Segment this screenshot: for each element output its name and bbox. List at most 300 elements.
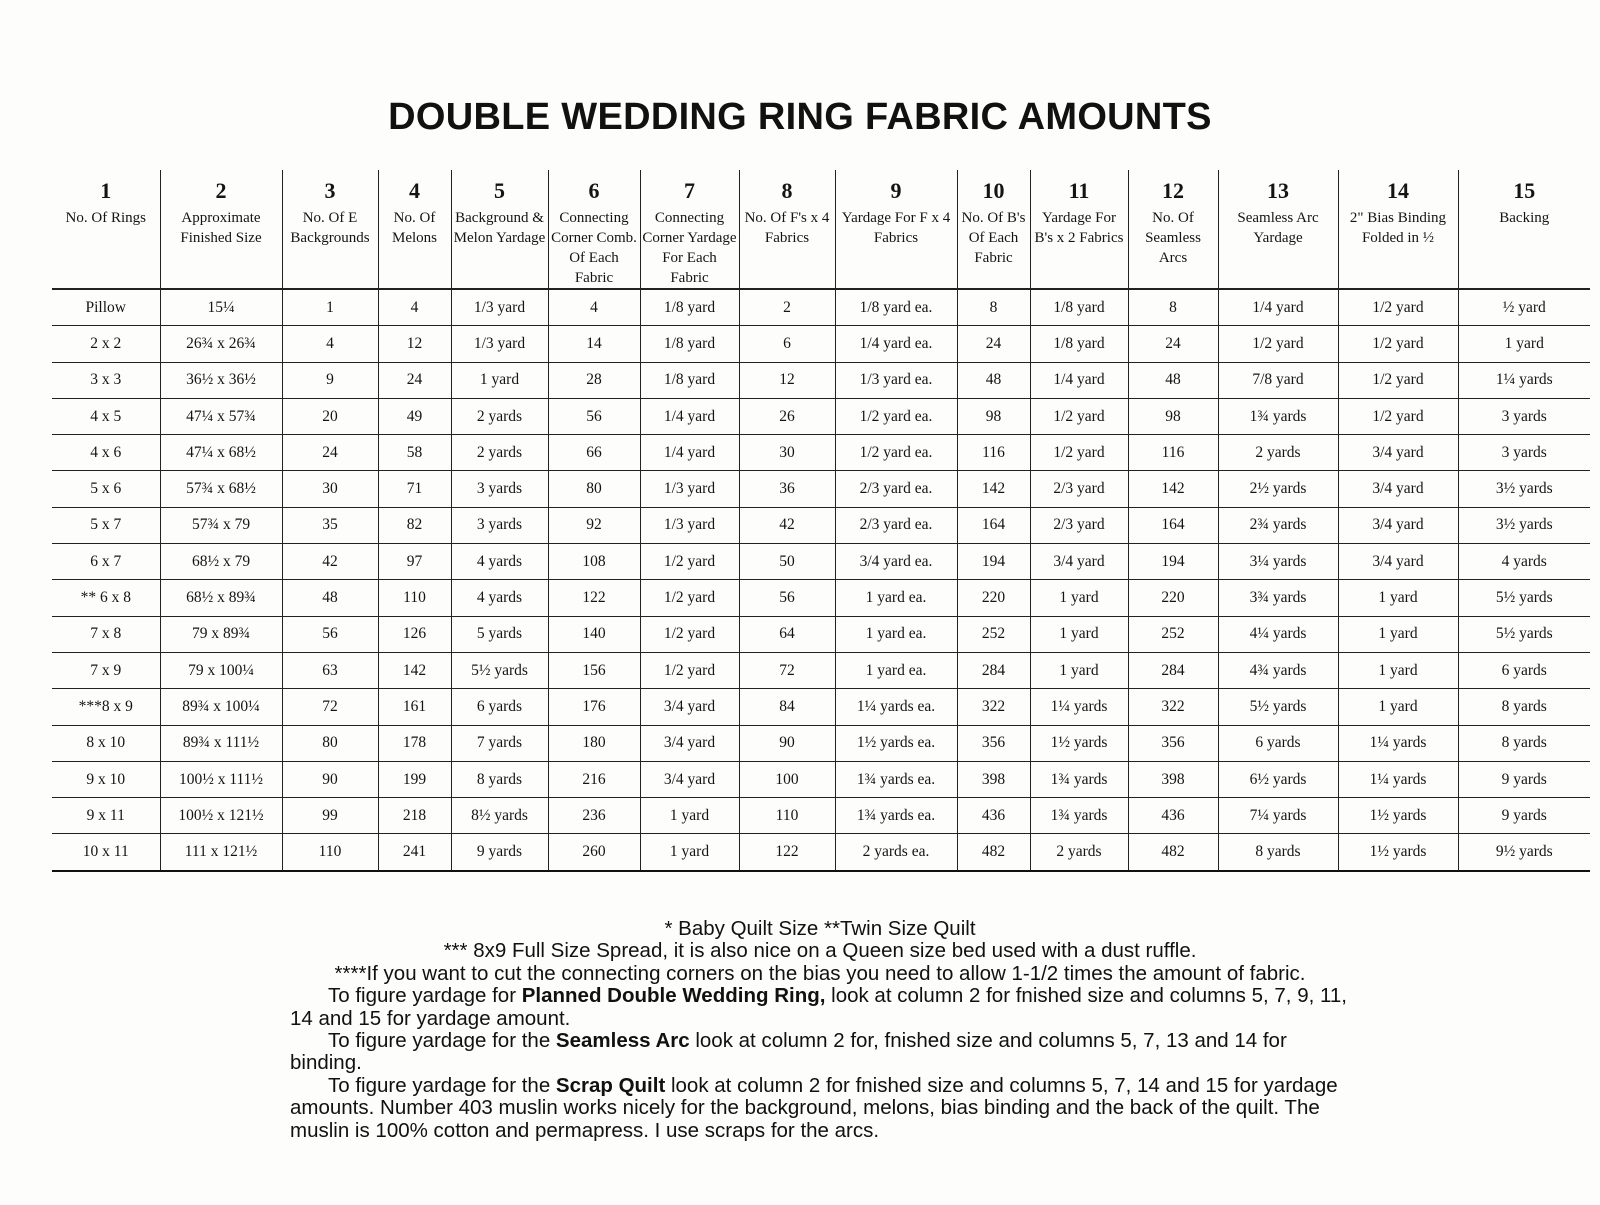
table-cell: 79 x 100¼ — [160, 652, 282, 688]
table-cell: 26¾ x 26¾ — [160, 326, 282, 362]
table-cell: 4¼ yards — [1218, 616, 1338, 652]
table-cell: 482 — [957, 834, 1030, 871]
table-cell: 1 yard — [1030, 652, 1128, 688]
table-cell: 6½ yards — [1218, 761, 1338, 797]
table-cell: 220 — [957, 580, 1030, 616]
table-cell: 1 yard ea. — [835, 580, 957, 616]
table-cell: 6 x 7 — [52, 544, 160, 580]
table-cell: ***8 x 9 — [52, 689, 160, 725]
table-cell: 180 — [548, 725, 640, 761]
table-cell: 4 x 6 — [52, 435, 160, 471]
table-cell: 3/4 yard — [640, 761, 739, 797]
table-cell: 1 yard — [1338, 580, 1458, 616]
table-cell: 2/3 yard — [1030, 471, 1128, 507]
table-cell: 3/4 yard — [1030, 544, 1128, 580]
table-cell: 50 — [739, 544, 835, 580]
column-header — [1218, 170, 1338, 289]
table-cell: 5½ yards — [451, 652, 548, 688]
table-cell: 122 — [548, 580, 640, 616]
table-cell: 5½ yards — [1458, 580, 1590, 616]
table-cell: 1/2 yard — [1338, 362, 1458, 398]
table-cell: 4 yards — [1458, 544, 1590, 580]
table-cell: 161 — [378, 689, 451, 725]
table-cell: 36½ x 36½ — [160, 362, 282, 398]
table-cell: 1¾ yards ea. — [835, 798, 957, 834]
table-cell: 156 — [548, 652, 640, 688]
table-cell: 284 — [1128, 652, 1218, 688]
table-cell: 9½ yards — [1458, 834, 1590, 871]
note-bold: Seamless Arc — [555, 1029, 690, 1053]
table-cell: 8 — [1128, 289, 1218, 326]
table-cell: 1/8 yard — [640, 362, 739, 398]
note-planned-ring — [290, 985, 1350, 1030]
table-cell: 5 yards — [451, 616, 548, 652]
column-number: 1 — [100, 178, 112, 203]
table-cell: 68½ x 79 — [160, 544, 282, 580]
note-text: To figure yardage for the — [328, 1073, 556, 1097]
table-cell: 5 x 6 — [52, 471, 160, 507]
fabric-amounts-table — [52, 170, 1590, 872]
table-cell: 1 yard — [1338, 616, 1458, 652]
table-cell: 116 — [1128, 435, 1218, 471]
table-cell: 1 yard — [1030, 616, 1128, 652]
table-cell: 8 yards — [1218, 834, 1338, 871]
column-header — [160, 170, 282, 289]
table-cell: 1/2 yard — [640, 544, 739, 580]
header-row — [52, 170, 1590, 289]
column-header — [1338, 170, 1458, 289]
table-cell: 1/4 yard — [1218, 289, 1338, 326]
table-cell: 1¼ yards — [1458, 362, 1590, 398]
table-row — [52, 616, 1590, 652]
note-text: look at column 2 for fnished size and columns 5, 7, 14 and 15 for yardage amounts. Number 403 muslin works nicely for the background, melons, bias binding and the back of the quilt. The muslin is 100% cotton and permapress. I use scraps for the arcs. — [290, 1073, 1338, 1142]
table-cell: 5½ yards — [1218, 689, 1338, 725]
table-row — [52, 761, 1590, 797]
table-cell: 1/8 yard ea. — [835, 289, 957, 326]
column-header — [957, 170, 1030, 289]
table-cell: 1/8 yard — [1030, 326, 1128, 362]
table-cell: 1/2 yard ea. — [835, 398, 957, 434]
table-cell: 1/2 yard ea. — [835, 435, 957, 471]
table-cell: 1¼ yards ea. — [835, 689, 957, 725]
table-cell: 142 — [378, 652, 451, 688]
table-cell: 24 — [282, 435, 378, 471]
column-number: 5 — [494, 178, 505, 203]
table-cell: 47¼ x 68½ — [160, 435, 282, 471]
table-cell: 9 x 10 — [52, 761, 160, 797]
table-row — [52, 580, 1590, 616]
table-cell: 4 yards — [451, 544, 548, 580]
table-cell: 1¾ yards — [1218, 398, 1338, 434]
table-cell: 2 yards — [1030, 834, 1128, 871]
table-cell: 1/2 yard — [640, 580, 739, 616]
table-cell: 4 yards — [451, 580, 548, 616]
table-cell: 1/3 yard — [640, 471, 739, 507]
table-cell: 1 yard ea. — [835, 616, 957, 652]
table-cell: 216 — [548, 761, 640, 797]
table-cell: 1/3 yard — [451, 326, 548, 362]
table-cell: 8 — [957, 289, 1030, 326]
table-cell: 42 — [739, 507, 835, 543]
table-cell: 12 — [739, 362, 835, 398]
table-cell: 10 x 11 — [52, 834, 160, 871]
table-cell: 142 — [1128, 471, 1218, 507]
table-cell: 236 — [548, 798, 640, 834]
table-cell: 1 — [282, 289, 378, 326]
table-cell: 47¼ x 57¾ — [160, 398, 282, 434]
table-cell: 322 — [1128, 689, 1218, 725]
table-cell: 71 — [378, 471, 451, 507]
table-cell: 1½ yards — [1030, 725, 1128, 761]
table-cell: 1½ yards — [1338, 834, 1458, 871]
table-cell: 35 — [282, 507, 378, 543]
table-cell: 6 yards — [1218, 725, 1338, 761]
table-cell: 15¼ — [160, 289, 282, 326]
note-text: look at column 2 for fnished size and columns 5, 7, 9, 11, 14 and 15 for yardage amount. — [290, 984, 1347, 1030]
table-cell: 482 — [1128, 834, 1218, 871]
table-row — [52, 652, 1590, 688]
table-cell: 1/2 yard — [1030, 398, 1128, 434]
table-cell: 116 — [957, 435, 1030, 471]
table-cell: 1/2 yard — [1338, 398, 1458, 434]
table-cell: 2/3 yard ea. — [835, 507, 957, 543]
column-label: Backing — [1499, 210, 1550, 226]
table-body — [52, 289, 1590, 871]
table-cell: 6 yards — [1458, 652, 1590, 688]
table-cell: 3/4 yard — [640, 689, 739, 725]
table-cell: 9 yards — [1458, 798, 1590, 834]
table-cell: 100½ x 121½ — [160, 798, 282, 834]
table-cell: 1/2 yard — [1338, 289, 1458, 326]
table-cell: 82 — [378, 507, 451, 543]
table-cell: 142 — [957, 471, 1030, 507]
column-header — [378, 170, 451, 289]
table-cell: 1½ yards ea. — [835, 725, 957, 761]
table-cell: 1/2 yard — [1218, 326, 1338, 362]
table-cell: 1/4 yard — [640, 435, 739, 471]
table-cell: 2 yards — [451, 435, 548, 471]
table-cell: 140 — [548, 616, 640, 652]
column-label: No. Of B's Of Each Fabric — [961, 210, 1026, 266]
table-cell: 1/4 yard — [1030, 362, 1128, 398]
table-cell: 3 yards — [451, 507, 548, 543]
table-cell: 2 yards — [451, 398, 548, 434]
table-cell: 398 — [1128, 761, 1218, 797]
table-row — [52, 326, 1590, 362]
table-cell: 7¼ yards — [1218, 798, 1338, 834]
column-number: 15 — [1513, 178, 1536, 203]
table-cell: 1 yard — [640, 798, 739, 834]
table-cell: 24 — [378, 362, 451, 398]
table-cell: 72 — [739, 652, 835, 688]
table-cell: 4 — [548, 289, 640, 326]
table-cell: 63 — [282, 652, 378, 688]
table-cell: 3 yards — [1458, 435, 1590, 471]
table-cell: 8 yards — [1458, 689, 1590, 725]
table-cell: 3/4 yard ea. — [835, 544, 957, 580]
column-header — [548, 170, 640, 289]
table-cell: 260 — [548, 834, 640, 871]
table-cell: 2 yards ea. — [835, 834, 957, 871]
table-row — [52, 362, 1590, 398]
table-row — [52, 689, 1590, 725]
column-label: No. Of E Backgrounds — [290, 210, 370, 246]
column-number: 7 — [684, 178, 695, 203]
column-label: Approximate Finished Size — [180, 210, 262, 246]
column-header — [451, 170, 548, 289]
table-cell: 72 — [282, 689, 378, 725]
table-cell: 241 — [378, 834, 451, 871]
table-cell: 3/4 yard — [640, 725, 739, 761]
table-cell: 126 — [378, 616, 451, 652]
table-cell: 3½ yards — [1458, 471, 1590, 507]
table-cell: 1 yard — [1338, 689, 1458, 725]
table-cell: 7/8 yard — [1218, 362, 1338, 398]
table-cell: 110 — [282, 834, 378, 871]
note-full-size: *** 8x9 Full Size Spread, it is also nice on a Queen size bed used with a dust ruffle. — [443, 939, 1197, 963]
table-cell: 2 — [739, 289, 835, 326]
table-cell: 66 — [548, 435, 640, 471]
table-cell: 122 — [739, 834, 835, 871]
column-label: Connecting Corner Comb. Of Each Fabric — [551, 210, 637, 286]
table-cell: 356 — [957, 725, 1030, 761]
column-label: Seamless Arc Yardage — [1237, 210, 1319, 246]
table-cell: 7 x 8 — [52, 616, 160, 652]
table-cell: 92 — [548, 507, 640, 543]
table-cell: 64 — [739, 616, 835, 652]
table-cell: 284 — [957, 652, 1030, 688]
column-label: No. Of Seamless Arcs — [1145, 210, 1201, 266]
table-cell: 24 — [957, 326, 1030, 362]
table-cell: 8 x 10 — [52, 725, 160, 761]
table-cell: 1/2 yard — [640, 652, 739, 688]
table-cell: 1¾ yards — [1030, 798, 1128, 834]
table-row — [52, 507, 1590, 543]
table-cell: 57¾ x 68½ — [160, 471, 282, 507]
notes-section — [290, 918, 1350, 1142]
table-cell: 218 — [378, 798, 451, 834]
table-cell: 90 — [739, 725, 835, 761]
table-cell: 30 — [282, 471, 378, 507]
table-cell: 57¾ x 79 — [160, 507, 282, 543]
note-bias: ****If you want to cut the connecting corners on the bias you need to allow 1-1/2 times the amount of fabric. — [334, 961, 1306, 985]
table-cell: 1¾ yards — [1030, 761, 1128, 797]
table-cell: 4¾ yards — [1218, 652, 1338, 688]
column-label: Yardage For B's x 2 Fabrics — [1034, 210, 1124, 246]
table-row — [52, 798, 1590, 834]
column-label: Yardage For F x 4 Fabrics — [841, 210, 951, 246]
table-cell: 1 yard — [1030, 580, 1128, 616]
table-cell: 110 — [378, 580, 451, 616]
table-cell: 100½ x 111½ — [160, 761, 282, 797]
table-cell: 100 — [739, 761, 835, 797]
table-cell: 3/4 yard — [1338, 435, 1458, 471]
table-cell: 9 yards — [1458, 761, 1590, 797]
column-number: 12 — [1162, 178, 1184, 203]
table-cell: 1/8 yard — [1030, 289, 1128, 326]
table-cell: 9 x 11 — [52, 798, 160, 834]
table-cell: 8 yards — [451, 761, 548, 797]
column-number: 9 — [890, 178, 902, 203]
table-cell: 9 yards — [451, 834, 548, 871]
table-cell: 2/3 yard — [1030, 507, 1128, 543]
table-header — [52, 170, 1590, 289]
page-title: DOUBLE WEDDING RING FABRIC AMOUNTS — [388, 96, 1212, 138]
column-header — [739, 170, 835, 289]
table-cell: 20 — [282, 398, 378, 434]
column-header — [1128, 170, 1218, 289]
column-number: 11 — [1068, 178, 1090, 203]
table-cell: 2 x 2 — [52, 326, 160, 362]
column-number: 13 — [1267, 178, 1289, 203]
table-cell: 1¼ yards — [1338, 725, 1458, 761]
table-cell: 7 x 9 — [52, 652, 160, 688]
column-header — [640, 170, 739, 289]
table-cell: 56 — [548, 398, 640, 434]
table-cell: 2¾ yards — [1218, 507, 1338, 543]
table-cell: 1 yard — [640, 834, 739, 871]
table-cell: 42 — [282, 544, 378, 580]
table-cell: 89¾ x 111½ — [160, 725, 282, 761]
table-cell: 1/3 yard ea. — [835, 362, 957, 398]
table-cell: 1¾ yards ea. — [835, 761, 957, 797]
table-cell: 84 — [739, 689, 835, 725]
table-row — [52, 471, 1590, 507]
table-cell: 28 — [548, 362, 640, 398]
table-cell: 252 — [1128, 616, 1218, 652]
column-label: 2" Bias Binding Folded in ½ — [1349, 210, 1447, 246]
table-cell: 1 yard — [1458, 326, 1590, 362]
table-row — [52, 398, 1590, 434]
table-cell: 194 — [957, 544, 1030, 580]
column-header — [282, 170, 378, 289]
column-number: 4 — [409, 178, 420, 203]
table-cell: 1¼ yards — [1030, 689, 1128, 725]
table-row — [52, 289, 1590, 326]
table-cell: 56 — [739, 580, 835, 616]
table-cell: 14 — [548, 326, 640, 362]
table-cell: 80 — [548, 471, 640, 507]
table-cell: 4 — [378, 289, 451, 326]
column-header — [52, 170, 160, 289]
table-cell: 4 — [282, 326, 378, 362]
column-number: 2 — [215, 178, 227, 203]
table-cell: 436 — [1128, 798, 1218, 834]
table-cell: 24 — [1128, 326, 1218, 362]
note-text: look at column 2 for, fnished size and columns 5, 7, 13 and 14 for binding. — [290, 1029, 1287, 1075]
table-cell: 164 — [1128, 507, 1218, 543]
table-cell: 1/3 yard — [451, 289, 548, 326]
table-cell: 6 — [739, 326, 835, 362]
table-row — [52, 725, 1590, 761]
table-cell: 26 — [739, 398, 835, 434]
table-cell: 1¼ yards — [1338, 761, 1458, 797]
table-cell: 12 — [378, 326, 451, 362]
table-cell: 436 — [957, 798, 1030, 834]
table-cell: 1/2 yard — [1030, 435, 1128, 471]
table-cell: 9 — [282, 362, 378, 398]
table-cell: 68½ x 89¾ — [160, 580, 282, 616]
table-cell: 5½ yards — [1458, 616, 1590, 652]
table-cell: 1/4 yard ea. — [835, 326, 957, 362]
note-bold: Planned Double Wedding Ring, — [521, 984, 826, 1008]
column-number: 6 — [588, 178, 600, 203]
table-cell: 48 — [957, 362, 1030, 398]
table-cell: 220 — [1128, 580, 1218, 616]
table-cell: 48 — [1128, 362, 1218, 398]
table-cell: ** 6 x 8 — [52, 580, 160, 616]
table-cell: 194 — [1128, 544, 1218, 580]
table-cell: 108 — [548, 544, 640, 580]
table-cell: 1/8 yard — [640, 289, 739, 326]
table-cell: 30 — [739, 435, 835, 471]
table-cell: 90 — [282, 761, 378, 797]
table-cell: 1/2 yard — [640, 616, 739, 652]
table-cell: 3 yards — [451, 471, 548, 507]
note-scrap-quilt — [290, 1075, 1350, 1142]
column-header — [1030, 170, 1128, 289]
table-cell: 7 yards — [451, 725, 548, 761]
table-cell: 1 yard — [1338, 652, 1458, 688]
table-row — [52, 834, 1590, 871]
table-cell: 98 — [1128, 398, 1218, 434]
table-row — [52, 435, 1590, 471]
table-cell: 3/4 yard — [1338, 471, 1458, 507]
table-cell: 1/8 yard — [640, 326, 739, 362]
table-row — [52, 544, 1590, 580]
table-cell: 5 x 7 — [52, 507, 160, 543]
table-cell: 178 — [378, 725, 451, 761]
table-cell: 4 x 5 — [52, 398, 160, 434]
column-label: No. Of Rings — [65, 210, 146, 226]
table-cell: 1 yard ea. — [835, 652, 957, 688]
note-bold: Scrap Quilt — [555, 1073, 666, 1097]
note-seamless-arc — [290, 1030, 1350, 1075]
table-cell: 3¼ yards — [1218, 544, 1338, 580]
table-cell: 58 — [378, 435, 451, 471]
table-cell: 111 x 121½ — [160, 834, 282, 871]
table-cell: 49 — [378, 398, 451, 434]
table-cell: 164 — [957, 507, 1030, 543]
table-cell: 1/4 yard — [640, 398, 739, 434]
note-size-legend: * Baby Quilt Size **Twin Size Quilt — [664, 917, 976, 940]
table-cell: 110 — [739, 798, 835, 834]
table-cell: 1/2 yard — [1338, 326, 1458, 362]
column-number: 10 — [982, 178, 1005, 203]
table-cell: 80 — [282, 725, 378, 761]
table-cell: 356 — [1128, 725, 1218, 761]
table-cell: 89¾ x 100¼ — [160, 689, 282, 725]
table-cell: 98 — [957, 398, 1030, 434]
table-cell: 8 yards — [1458, 725, 1590, 761]
table-cell: 3/4 yard — [1338, 507, 1458, 543]
table-cell: 79 x 89¾ — [160, 616, 282, 652]
column-header — [835, 170, 957, 289]
table-cell: 2½ yards — [1218, 471, 1338, 507]
table-cell: 36 — [739, 471, 835, 507]
note-text: To figure yardage for the — [328, 1029, 556, 1053]
table-cell: 3/4 yard — [1338, 544, 1458, 580]
column-label: No. Of Melons — [392, 210, 437, 246]
table-cell: 1/3 yard — [640, 507, 739, 543]
column-number: 8 — [781, 178, 793, 203]
column-number: 14 — [1387, 178, 1409, 203]
table-cell: 322 — [957, 689, 1030, 725]
table-cell: 2/3 yard ea. — [835, 471, 957, 507]
table-cell: 2 yards — [1218, 435, 1338, 471]
table-cell: ½ yard — [1458, 289, 1590, 326]
table-cell: 3½ yards — [1458, 507, 1590, 543]
